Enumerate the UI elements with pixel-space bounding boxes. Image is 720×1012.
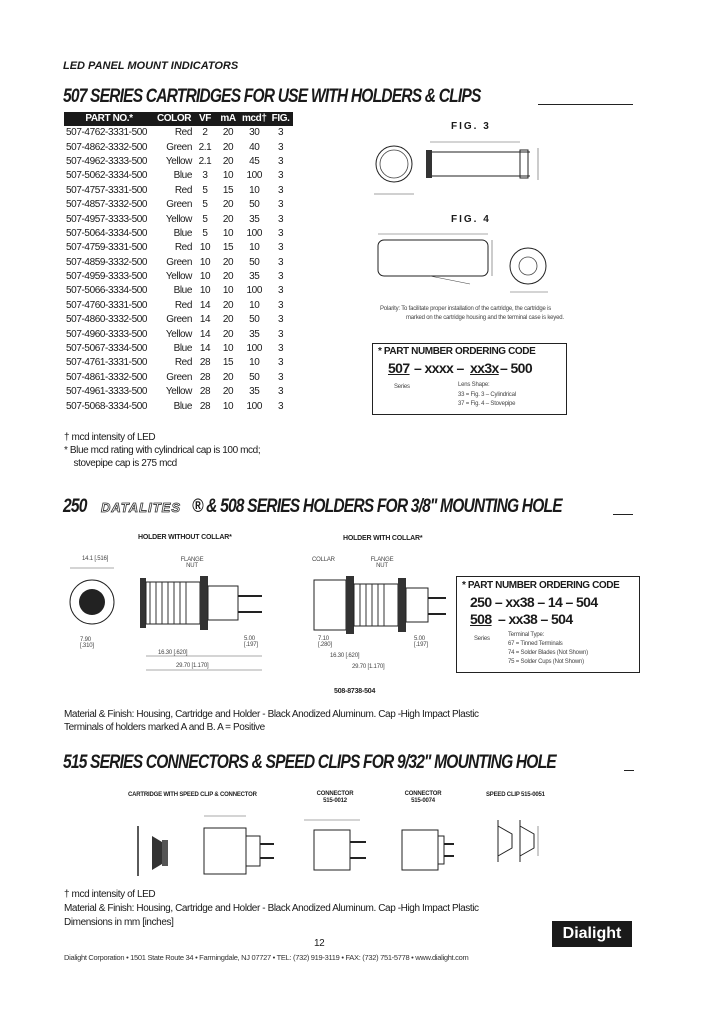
note-507-1: † mcd intensity of LED bbox=[64, 432, 156, 443]
section-507-title: 507 SERIES CARTRIDGES FOR USE WITH HOLDERS & CLIPS bbox=[63, 86, 481, 107]
vf-cell: 28 bbox=[199, 386, 211, 398]
part-no-cell: 507-4862-3332-500 bbox=[66, 141, 148, 153]
dim-right-16-30: 16.30 [.620] bbox=[330, 653, 360, 659]
color-cell: Yellow bbox=[165, 213, 192, 225]
table-row bbox=[64, 241, 293, 255]
part-no-cell: 507-5067-3334-500 bbox=[66, 343, 148, 355]
part-no-cell: 507-4857-3332-500 bbox=[66, 199, 148, 211]
color-cell: Green bbox=[166, 141, 192, 153]
table-header-row bbox=[64, 112, 293, 126]
ma-cell: 20 bbox=[222, 141, 234, 153]
mcd-cell: 100 bbox=[246, 170, 263, 182]
color-cell: Green bbox=[166, 314, 192, 326]
vf-cell: 2.1 bbox=[198, 141, 212, 153]
fig-515-title-3: CONNECTOR 515-0074 bbox=[404, 791, 442, 804]
note-507-3: stovepipe cap is 275 mcd bbox=[64, 458, 177, 469]
fig-cell: 3 bbox=[277, 271, 284, 283]
fig-cell: 3 bbox=[277, 170, 284, 182]
fig-cell: 3 bbox=[277, 127, 284, 139]
part-no-cell: 507-4861-3332-500 bbox=[66, 371, 148, 383]
ma-cell: 10 bbox=[222, 400, 234, 412]
parts-table bbox=[64, 112, 293, 414]
vf-cell: 3 bbox=[202, 170, 208, 182]
color-cell: Red bbox=[174, 127, 192, 139]
fig-cell: 3 bbox=[277, 328, 284, 340]
part-no-cell: 507-4757-3331-500 bbox=[66, 184, 148, 196]
vf-cell: 10 bbox=[199, 285, 211, 297]
ma-cell: 20 bbox=[222, 386, 234, 398]
mcd-cell: 50 bbox=[249, 199, 260, 211]
dim-left-16-30: 16.30 [.620] bbox=[158, 650, 188, 656]
holder-with-collar-drawing bbox=[300, 562, 450, 677]
polarity-note-2: marked on the cartridge housing and the terminal case is keyed. bbox=[406, 315, 564, 321]
table-row bbox=[64, 342, 293, 356]
holder-with-collar-title: HOLDER WITH COLLAR* bbox=[343, 535, 423, 542]
polarity-note-1: Polarity: To facilitate proper installation of the cartridge, the cartridge is bbox=[380, 306, 552, 312]
order-series-label: Series bbox=[394, 384, 410, 390]
fig-515-title-1: CARTRIDGE WITH SPEED CLIP & CONNECTOR bbox=[128, 792, 257, 798]
mcd-cell: 50 bbox=[249, 314, 260, 326]
table-row bbox=[64, 256, 293, 270]
fig-515-title-4: SPEED CLIP 515-0051 bbox=[486, 792, 545, 798]
fig-cell: 3 bbox=[277, 213, 284, 225]
vf-cell: 10 bbox=[199, 256, 211, 268]
col-ma: mA bbox=[216, 112, 240, 126]
ma-cell: 15 bbox=[222, 242, 234, 254]
color-cell: Blue bbox=[173, 227, 192, 239]
ma-cell: 20 bbox=[222, 155, 234, 167]
ma-cell: 10 bbox=[222, 285, 234, 297]
table-row bbox=[64, 327, 293, 341]
mcd-cell: 35 bbox=[249, 271, 260, 283]
vf-cell: 5 bbox=[202, 199, 208, 211]
vf-cell: 10 bbox=[199, 242, 211, 254]
color-cell: Yellow bbox=[165, 328, 192, 340]
ordering-title-250: * PART NUMBER ORDERING CODE bbox=[462, 580, 620, 591]
flange-nut-label-2: FLANGE NUT bbox=[370, 557, 394, 569]
order-250-t67: 67 = Tinned Terminals bbox=[508, 641, 563, 647]
part-no-cell: 507-4959-3333-500 bbox=[66, 271, 148, 283]
table-row bbox=[64, 399, 293, 413]
table-row bbox=[64, 212, 293, 226]
fig-515-title-2: CONNECTOR 515-0012 bbox=[316, 791, 354, 804]
part-no-cell: 507-5068-3334-500 bbox=[66, 400, 148, 412]
table-row bbox=[64, 155, 293, 169]
datalites-brand: DATALITES bbox=[101, 500, 182, 515]
table-row bbox=[64, 385, 293, 399]
section-515-title: 515 SERIES CONNECTORS & SPEED CLIPS FOR 9/32" MOUNTING HOLE bbox=[63, 752, 556, 773]
color-cell: Blue bbox=[173, 170, 192, 182]
vf-cell: 14 bbox=[199, 328, 211, 340]
dim-left-14-1: 14.1 [.516] bbox=[82, 556, 109, 562]
fig-515-drawings bbox=[128, 806, 578, 886]
holder-without-collar-title: HOLDER WITHOUT COLLAR* bbox=[138, 534, 232, 541]
ma-cell: 15 bbox=[222, 184, 234, 196]
part-no-cell: 507-4960-3333-500 bbox=[66, 328, 148, 340]
dim-right-7-10: 7.10 [.280] bbox=[318, 636, 332, 648]
vf-cell: 5 bbox=[202, 184, 208, 196]
fig-cell: 3 bbox=[277, 357, 284, 369]
order-code-series: 507 bbox=[388, 360, 410, 376]
note-515-1: † mcd intensity of LED bbox=[64, 889, 156, 900]
col-part-no: PART NO.* bbox=[64, 112, 154, 126]
dim-right-5-00: 5.00 [.197] bbox=[414, 636, 428, 648]
ma-cell: 10 bbox=[222, 170, 234, 182]
mcd-cell: 30 bbox=[249, 127, 260, 139]
fig-cell: 3 bbox=[277, 184, 284, 196]
order-250-series-label: Series bbox=[474, 636, 490, 642]
order-250-terminal-type: Terminal Type: bbox=[508, 632, 545, 638]
table-row bbox=[64, 284, 293, 298]
mcd-cell: 45 bbox=[249, 155, 260, 167]
part-no-cell: 507-5062-3334-500 bbox=[66, 170, 148, 182]
table-row bbox=[64, 140, 293, 154]
part-no-cell: 507-5066-3334-500 bbox=[66, 285, 148, 297]
fig-cell: 3 bbox=[277, 343, 284, 355]
part-no-cell: 507-5064-3334-500 bbox=[66, 227, 148, 239]
section-250-title bbox=[63, 496, 92, 518]
part-no-cell: 507-4760-3331-500 bbox=[66, 299, 148, 311]
table-row bbox=[64, 198, 293, 212]
color-cell: Yellow bbox=[165, 271, 192, 283]
part-no-cell: 507-4762-3331-500 bbox=[66, 127, 148, 139]
fig4-label: FIG. 4 bbox=[451, 214, 491, 225]
part-no-cell: 507-4957-3333-500 bbox=[66, 213, 148, 225]
mcd-cell: 10 bbox=[249, 184, 260, 196]
vf-cell: 2 bbox=[202, 127, 208, 139]
color-cell: Yellow bbox=[165, 155, 192, 167]
col-color: COLOR bbox=[154, 112, 194, 126]
table-row bbox=[64, 169, 293, 183]
mcd-cell: 10 bbox=[249, 299, 260, 311]
color-cell: Blue bbox=[173, 400, 192, 412]
table-row bbox=[64, 371, 293, 385]
mcd-cell: 10 bbox=[249, 242, 260, 254]
col-vf: VF bbox=[194, 112, 216, 126]
fig-cell: 3 bbox=[277, 141, 284, 153]
ma-cell: 20 bbox=[222, 256, 234, 268]
fig-cell: 3 bbox=[277, 256, 284, 268]
fig-cell: 3 bbox=[277, 199, 284, 211]
mcd-cell: 10 bbox=[249, 357, 260, 369]
mcd-cell: 50 bbox=[249, 371, 260, 383]
mcd-cell: 100 bbox=[246, 343, 263, 355]
ma-cell: 20 bbox=[222, 199, 234, 211]
mcd-cell: 100 bbox=[246, 285, 263, 297]
fig-cell: 3 bbox=[277, 386, 284, 398]
fig-cell: 3 bbox=[277, 242, 284, 254]
collar-label: COLLAR bbox=[312, 557, 335, 563]
ma-cell: 15 bbox=[222, 357, 234, 369]
dialight-logo: Dialight bbox=[552, 921, 632, 947]
vf-cell: 5 bbox=[202, 213, 208, 225]
part-no-cell: 507-4961-3333-500 bbox=[66, 386, 148, 398]
mcd-cell: 50 bbox=[249, 256, 260, 268]
order-code-lens: xx3x bbox=[470, 360, 499, 376]
ordering-title-507: * PART NUMBER ORDERING CODE bbox=[378, 346, 536, 357]
ma-cell: 10 bbox=[222, 227, 234, 239]
color-cell: Blue bbox=[173, 343, 192, 355]
ma-cell: 20 bbox=[222, 314, 234, 326]
section-250-title-rest: ® & 508 SERIES HOLDERS FOR 3/8" MOUNTING HOLE bbox=[192, 496, 562, 517]
table-row bbox=[64, 227, 293, 241]
flange-nut-label: FLANGE NUT bbox=[180, 557, 204, 569]
vf-cell: 10 bbox=[199, 271, 211, 283]
note-515-2: Material & Finish: Housing, Cartridge and Holder - Black Anodized Aluminum. Cap -High Impact Plastic bbox=[64, 903, 479, 914]
ma-cell: 20 bbox=[222, 127, 234, 139]
mcd-cell: 100 bbox=[246, 227, 263, 239]
ma-cell: 20 bbox=[222, 271, 234, 283]
title-rule-515 bbox=[624, 770, 634, 771]
note-507-2: * Blue mcd rating with cylindrical cap is 100 mcd; bbox=[64, 445, 261, 456]
part-no-cell: 507-4859-3332-500 bbox=[66, 256, 148, 268]
vf-cell: 28 bbox=[199, 400, 211, 412]
holder-without-collar-drawing bbox=[62, 560, 272, 675]
fig-cell: 3 bbox=[277, 371, 284, 383]
color-cell: Red bbox=[174, 357, 192, 369]
ma-cell: 10 bbox=[222, 343, 234, 355]
color-cell: Yellow bbox=[165, 386, 192, 398]
fig-cell: 3 bbox=[277, 299, 284, 311]
vf-cell: 5 bbox=[202, 227, 208, 239]
order-code-suffix: – 500 bbox=[500, 360, 533, 376]
fig3-label: FIG. 3 bbox=[451, 121, 491, 132]
title-rule-250 bbox=[613, 514, 633, 515]
table-row bbox=[64, 299, 293, 313]
vf-cell: 14 bbox=[199, 343, 211, 355]
fig3-drawing bbox=[370, 132, 550, 210]
page-header: LED PANEL MOUNT INDICATORS bbox=[63, 60, 239, 72]
table-row bbox=[64, 184, 293, 198]
order-lens-label: Lens Shape: bbox=[458, 382, 490, 388]
mcd-cell: 35 bbox=[249, 328, 260, 340]
color-cell: Green bbox=[166, 371, 192, 383]
part-no-cell: 507-4759-3331-500 bbox=[66, 242, 148, 254]
color-cell: Red bbox=[174, 299, 192, 311]
note-250-1: Material & Finish: Housing, Cartridge and Holder - Black Anodized Aluminum. Cap -High Impact Plastic bbox=[64, 709, 479, 720]
color-cell: Blue bbox=[173, 285, 192, 297]
dim-right-29-70: 29.70 [1.170] bbox=[352, 664, 385, 670]
order-250-t75: 75 = Solder Cups (Not Shown) bbox=[508, 659, 584, 665]
order-250-line1: 250 – xx38 – 14 – 504 bbox=[470, 594, 598, 610]
vf-cell: 2.1 bbox=[198, 155, 212, 167]
order-lens-33: 33 = Fig. 3 – Cylindrical bbox=[458, 392, 516, 398]
ma-cell: 20 bbox=[222, 328, 234, 340]
dim-left-29-70: 29.70 [1.170] bbox=[176, 663, 209, 669]
fig4-drawing bbox=[370, 226, 560, 306]
mcd-cell: 35 bbox=[249, 386, 260, 398]
holder-caption: 508-8738-504 bbox=[334, 688, 376, 695]
table-row bbox=[64, 313, 293, 327]
color-cell: Green bbox=[166, 199, 192, 211]
mcd-cell: 40 bbox=[249, 141, 260, 153]
page-number: 12 bbox=[314, 938, 325, 949]
part-no-cell: 507-4761-3331-500 bbox=[66, 357, 148, 369]
color-cell: Green bbox=[166, 256, 192, 268]
table-row bbox=[64, 270, 293, 284]
dim-left-7-90: 7.90 [.310] bbox=[80, 637, 94, 649]
vf-cell: 28 bbox=[199, 357, 211, 369]
col-mcd: mcd† bbox=[242, 113, 267, 124]
part-no-cell: 507-4860-3332-500 bbox=[66, 314, 148, 326]
vf-cell: 28 bbox=[199, 371, 211, 383]
dim-left-5-00: 5.00 [.197] bbox=[244, 636, 258, 648]
ma-cell: 20 bbox=[222, 213, 234, 225]
order-250-line2: – xx38 – 504 bbox=[498, 611, 573, 627]
order-250-series: 508 bbox=[470, 611, 492, 627]
ma-cell: 20 bbox=[222, 299, 234, 311]
order-250-t74: 74 = Solder Blades (Not Shown) bbox=[508, 650, 588, 656]
vf-cell: 14 bbox=[199, 299, 211, 311]
fig-cell: 3 bbox=[277, 314, 284, 326]
fig-cell: 3 bbox=[277, 285, 284, 297]
section-250-num: 250 bbox=[63, 496, 87, 517]
title-rule bbox=[538, 104, 633, 105]
order-lens-37: 37 = Fig. 4 – Stovepipe bbox=[458, 401, 516, 407]
order-code-part: – xxxx – bbox=[414, 360, 464, 376]
fig-cell: 3 bbox=[277, 155, 284, 167]
table-row bbox=[64, 126, 293, 140]
mcd-cell: 35 bbox=[249, 213, 260, 225]
fig-cell: 3 bbox=[277, 227, 284, 239]
color-cell: Red bbox=[174, 242, 192, 254]
note-515-3: Dimensions in mm [inches] bbox=[64, 917, 174, 928]
table-row bbox=[64, 356, 293, 370]
col-fig: FIG. bbox=[269, 112, 293, 126]
mcd-cell: 100 bbox=[246, 400, 263, 412]
footer-address: Dialight Corporation • 1501 State Route 34 • Farmingdale, NJ 07727 • TEL: (732) 919-3119 • FAX: (732) 751-5778 • www.dialight.com bbox=[64, 953, 469, 962]
color-cell: Red bbox=[174, 184, 192, 196]
note-250-2: Terminals of holders marked A and B. A = Positive bbox=[64, 722, 265, 733]
vf-cell: 14 bbox=[199, 314, 211, 326]
fig-cell: 3 bbox=[277, 400, 284, 412]
part-no-cell: 507-4962-3333-500 bbox=[66, 155, 148, 167]
ma-cell: 20 bbox=[222, 371, 234, 383]
